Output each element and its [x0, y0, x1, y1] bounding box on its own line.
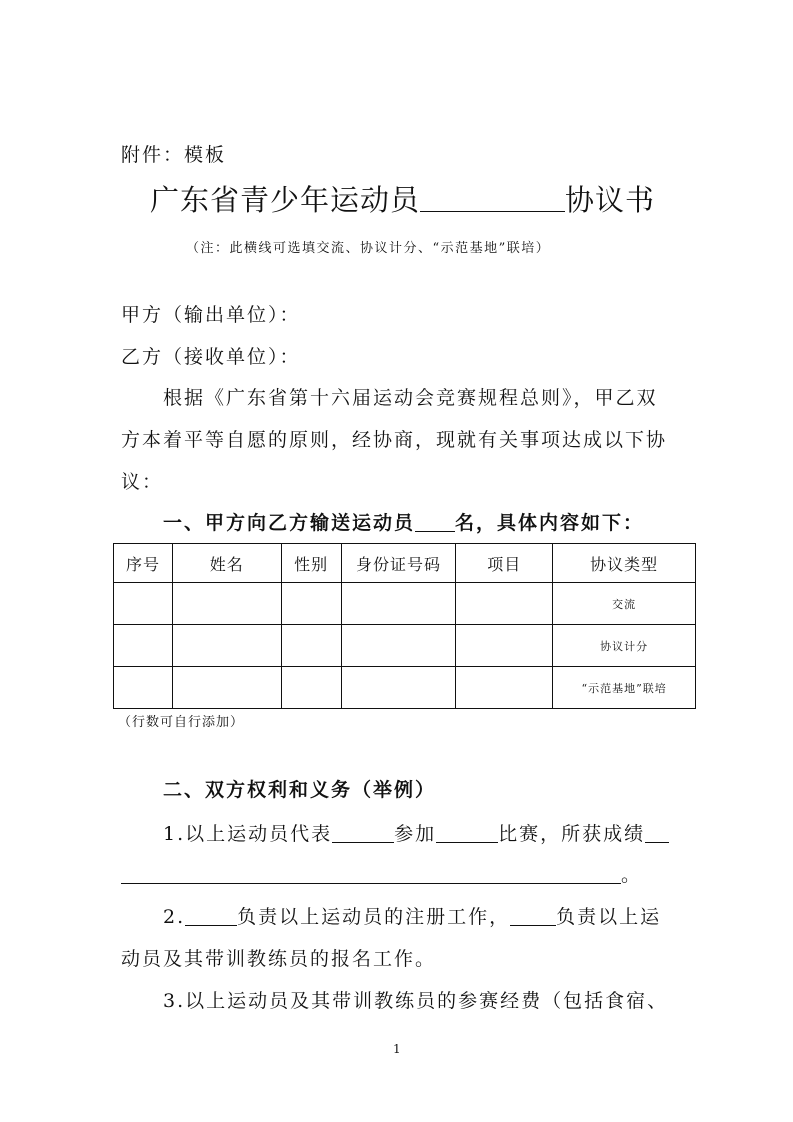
item-2-line-2: 动员及其带训教练员的报名工作。 — [121, 948, 437, 970]
attachment-label: 附件：模板 — [121, 144, 227, 166]
table-cell — [172, 583, 281, 625]
results-blank-start — [645, 824, 669, 843]
table-cell — [172, 625, 281, 667]
intro-line-2: 方本着平等自愿的原则，经协商，现就有关事项达成以下协 — [121, 429, 668, 451]
title-blank — [420, 185, 565, 212]
enrollment-party-blank — [510, 907, 556, 926]
item-1-text-1: 1.以上运动员代表 — [163, 823, 333, 845]
section-1-text-after: 名，具体内容如下： — [455, 512, 645, 534]
item-1-text-2: 参加 — [394, 823, 437, 845]
item-2-text-1: 2. — [163, 906, 186, 928]
item-3-line-1: 3.以上运动员及其带训教练员的参赛经费（包括食宿、 — [163, 990, 669, 1012]
item-1-text-3: 比赛，所获成绩 — [498, 823, 646, 845]
table-cell — [281, 625, 341, 667]
title-note: （注：此横线可选填交流、协议计分、“示范基地”联培） — [186, 241, 551, 256]
item-2-text-3: 负责以上运 — [556, 906, 662, 928]
table-cell — [114, 667, 173, 709]
table-cell — [341, 667, 456, 709]
column-header: 协议类型 — [553, 544, 696, 583]
athlete-table — [113, 543, 696, 709]
item-2-text-2: 负责以上运动员的注册工作， — [237, 906, 511, 928]
page-number: 1 — [393, 1042, 401, 1056]
section-2-heading: 二、双方权利和义务（举例） — [163, 779, 437, 801]
section-1-heading — [163, 508, 644, 535]
party-a-label: 甲方（输出单位）： — [121, 304, 301, 326]
title-text-after: 协议书 — [565, 183, 656, 217]
item-1-end: 。 — [621, 864, 643, 886]
table-cell: “示范基地”联培 — [553, 667, 696, 709]
table-cell — [172, 667, 281, 709]
title-text-before: 广东省青少年运动员 — [150, 183, 421, 217]
table-cell: 协议计分 — [553, 625, 696, 667]
competition-blank — [436, 824, 498, 843]
table-row — [114, 583, 696, 625]
item-1-line-2 — [121, 860, 642, 887]
table-note: （行数可自行添加） — [118, 715, 245, 730]
table-cell — [281, 667, 341, 709]
intro-line-1: 根据《广东省第十六届运动会竞赛规程总则》，甲乙双 — [163, 387, 658, 409]
table-cell — [341, 583, 456, 625]
column-header: 姓名 — [172, 544, 281, 583]
table-header-row — [114, 544, 696, 583]
column-header: 性别 — [281, 544, 341, 583]
table-cell — [456, 625, 553, 667]
results-blank — [121, 865, 621, 884]
table-cell — [341, 625, 456, 667]
athlete-count-blank — [415, 513, 455, 532]
column-header: 项目 — [456, 544, 553, 583]
column-header: 身份证号码 — [341, 544, 456, 583]
section-1-text-before: 一、甲方向乙方输送运动员 — [163, 512, 416, 534]
intro-line-3: 议： — [121, 471, 164, 493]
table-cell — [456, 667, 553, 709]
registration-party-blank — [185, 907, 237, 926]
table-cell — [456, 583, 553, 625]
party-b-label: 乙方（接收单位）： — [121, 346, 301, 368]
table-cell — [114, 625, 173, 667]
column-header: 序号 — [114, 544, 173, 583]
item-2-line-1 — [163, 902, 661, 929]
table-cell: 交流 — [553, 583, 696, 625]
table-row — [114, 625, 696, 667]
table-cell — [114, 583, 173, 625]
item-1-line-1 — [163, 819, 669, 846]
table-row — [114, 667, 696, 709]
document-title — [150, 178, 655, 219]
table-cell — [281, 583, 341, 625]
represent-blank — [332, 824, 394, 843]
